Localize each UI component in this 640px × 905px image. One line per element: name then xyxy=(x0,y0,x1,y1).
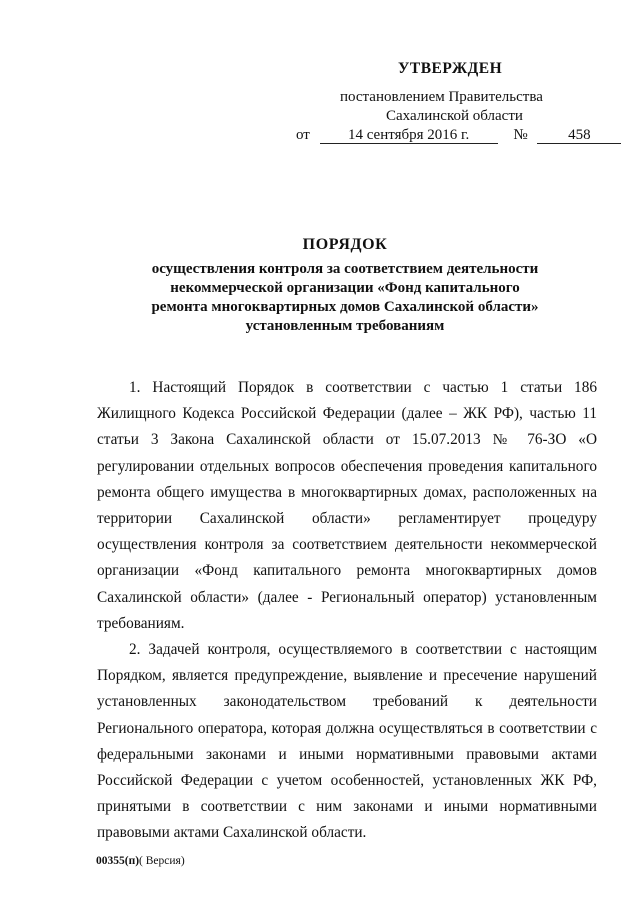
paragraph-2: 2. Задачей контроля, осуществляемого в соответствии с настоящим Порядком, является предупреждение, выявление и пресечение нарушений установленных законодательством требований к деятельности Регионального оператора, которая должна осуществляться в соответствии с федеральными законами и иными нормативными правовыми актами Российской Федерации с учетом особенностей, установленных ЖК РФ, принятыми в соответствии с ним законами и иными нормативными правовыми актами Сахалинской области. xyxy=(97,641,597,842)
decree-number: 458 xyxy=(537,127,621,144)
from-label: от xyxy=(296,127,310,143)
footer-version: ( Версия) xyxy=(139,855,185,867)
footer-code: 00355(п) xyxy=(96,855,140,867)
decree-line-2: Сахалинской области xyxy=(386,108,523,124)
decree-date-line xyxy=(296,127,621,144)
decree-line-1: постановлением Правительства xyxy=(340,89,543,105)
number-label: № xyxy=(513,127,528,143)
paragraph-1: 1. Настоящий Порядок в соответствии с частью 1 статьи 186 Жилищного Кодекса Российской Федерации (далее – ЖК РФ), частью 11 статьи 3 Закона Сахалинской области от 15.07.2013 № 76-ЗО «О регулировании отдельных вопросов обеспечения проведения капитального ремонта общего имущества в многоквартирных домах, расположенных на территории Сахалинской области» регламентирует процедуру осуществления контроля за соответствием деятельности некоммерческой организации «Фонд капитального ремонта многоквартирных домов Сахалинской области» (далее - Региональный оператор) установленным требованиям. xyxy=(97,379,597,632)
document-footer xyxy=(96,855,185,867)
document-title: ПОРЯДОК xyxy=(302,236,388,253)
decree-date: 14 сентября 2016 г. xyxy=(320,127,498,144)
document-body xyxy=(97,375,597,847)
document-subtitle: осуществления контроля за соответствием деятельности некоммерческой организации «Фонд капитального ремонта многоквартирных домов Сахалинской области» установленным требованиям xyxy=(151,261,539,334)
approval-stamp-heading: УТВЕРЖДЕН xyxy=(398,60,503,77)
